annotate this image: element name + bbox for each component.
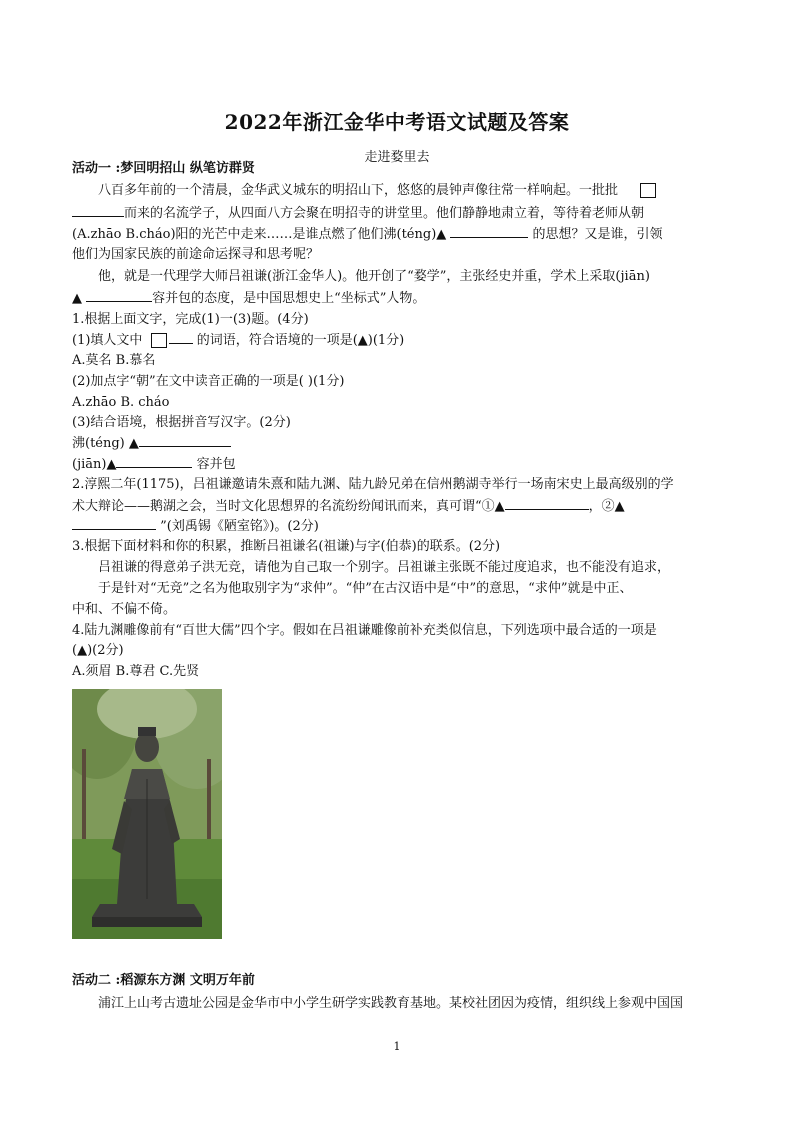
activity1-p2-line2: ▲ 容并包的态度，是中国思想史上“坐标式”人物。 (72, 291, 426, 306)
activity1-heading: 活动一 :梦回明招山 纵笔访群贤 (72, 161, 255, 176)
question-2-line2: 术大辩论——鹅湖之会，当时文化思想界的名流纷纷闻讯而来，真可谓“①▲ ，②▲ (72, 499, 625, 514)
activity1-p2-line1: 他，就是一代理学大师吕祖谦(浙江金华人)。他开创了“婺学”，主张经史并重，学术上采取(jiān) (98, 269, 650, 284)
question-4-line1: 4.陆九渊雕像前有“百世大儒”四个字。假如在吕祖谦雕像前补充类似信息，下列选项中最合适的一项是 (72, 623, 657, 638)
page-subtitle: 走进婺里去 (364, 150, 430, 165)
question-1-3-a: 沸(téng) ▲ (72, 434, 231, 453)
question-4-options: A.须眉 B.尊君 C.先贤 (72, 664, 200, 679)
answer-blank[interactable] (72, 204, 124, 217)
question-1-3: (3)结合语境，根据拼音写汉字。(2分) (72, 415, 291, 430)
answer-blank[interactable] (450, 225, 528, 238)
activity1-p1-line1: 八百多年前的一个清晨，金华武义城东的明招山下，悠悠的晨钟声像往常一样响起。一批批 (98, 182, 658, 200)
activity1-p1-line4: 他们为国家民族的前途命运探寻和思考呢？ (72, 247, 320, 262)
question-1-2-options: A.zhāo B. cháo (72, 395, 170, 410)
answer-blank[interactable] (169, 331, 193, 344)
answer-blank[interactable] (505, 497, 589, 510)
fill-box[interactable] (640, 183, 656, 198)
statue-photo (72, 689, 222, 939)
question-1-1: (1)填人文中 的词语，符合语境的一项是(▲)(1分) (72, 333, 405, 348)
question-1-2: (2)加点字“朝”在文中读音正确的一项是( )(1分) (72, 374, 345, 389)
question-1-1-options: A.莫名 B.慕名 (72, 353, 156, 368)
page-number: 1 (393, 1040, 401, 1053)
question-2-line3: ”(刘禹锡《陋室铭》)。(2分) (72, 517, 319, 536)
question-4-line2: (▲)(2分) (72, 643, 124, 658)
question-3-material-line3: 中和、不偏不倚。 (72, 602, 177, 617)
answer-blank[interactable] (86, 289, 152, 302)
answer-blank[interactable] (72, 517, 156, 530)
answer-blank[interactable] (139, 434, 231, 447)
activity2-p1: 浦江上山考古遗址公园是金华市中小学生研学实践教育基地。某校社团因为疫情，组织线上参观中国国 (98, 996, 684, 1011)
question-3: 3.根据下面材料和你的积累，推断吕祖谦名(祖谦)与字(伯恭)的联系。(2分) (72, 539, 501, 554)
answer-blank[interactable] (116, 455, 192, 468)
activity2-heading: 活动二 :稻源东方渊 文明万年前 (72, 973, 255, 988)
fill-box[interactable] (151, 333, 167, 348)
activity1-p1-line3: (A.zhāo B.cháo)阳的光芒中走来……是谁点燃了他们沸(téng)▲ 的思想？又是谁，引领 (72, 227, 663, 242)
page-title: 2022年浙江金华中考语文试题及答案 (224, 110, 570, 134)
activity1-p1-line2: 而来的名流学子，从四面八方会聚在明招寺的讲堂里。他们静静地肃立着，等待着老师从朝 (72, 204, 644, 223)
question-1: 1.根据上面文字，完成(1)一(3)题。(4分) (72, 312, 309, 327)
question-2-line1: 2.淳熙二年(1175)，吕祖谦邀请朱熹和陆九渊、陆九龄兄弟在信州鹅湖寺举行一场南宋史上最高级别的学 (72, 477, 674, 492)
question-1-3-b: (jiān)▲ 容并包 (72, 457, 236, 472)
question-3-material-line1: 吕祖谦的得意弟子洪无竞，请他为自己取一个别字。吕祖谦主张既不能过度追求，也不能没有追求， (98, 560, 671, 575)
question-3-material-line2: 于是针对“无竞”之名为他取别字为“求仲”。“仲”在古汉语中是“中”的意思，“求仲”就是中正、 (98, 581, 633, 596)
